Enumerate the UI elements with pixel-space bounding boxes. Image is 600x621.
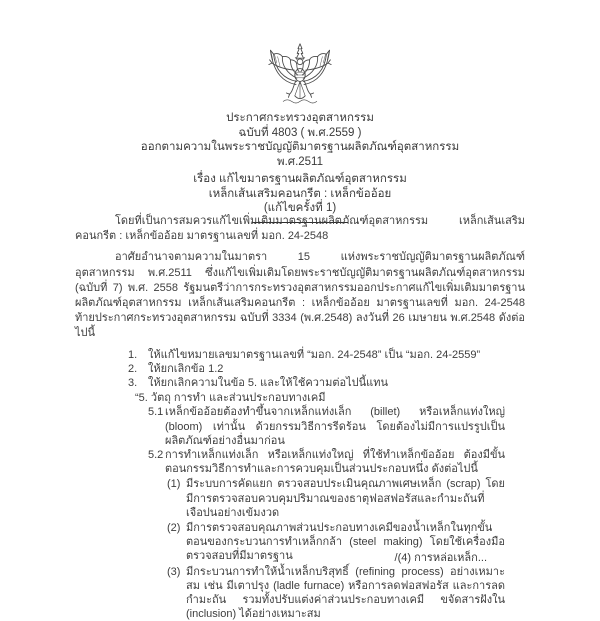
subitem-number: 5.1 — [148, 406, 164, 419]
list-item — [128, 376, 525, 390]
subject-line: เรื่อง แก้ไขมาตรฐานผลิตภัณฑ์อุตสาหกรรม — [193, 173, 407, 185]
list-item-text: ให้ยกเลิกข้อ 1.2 — [148, 362, 224, 375]
list-item — [128, 362, 525, 376]
process-item-number: (2) — [167, 522, 181, 535]
list-item-text: ให้ยกเลิกความในข้อ 5. และให้ใช้ความต่อไปนี้แทน — [148, 377, 388, 390]
preamble-paragraph: โดยที่เป็นการสมควรแก้ไขเพิ่มเติมมาตรฐานผลิตภัณฑ์อุตสาหกรรม เหล็กเส้นเสริมคอนกรีต : เหล็กข้ออ้อย มาตรฐานเลขที่ มอก. 24-2548 — [75, 215, 525, 243]
process-item-text: มีการตรวจสอบคุณภาพส่วนประกอบทางเคมีของน้ำเหล็กในทุกขั้นตอนของกระบวนการทำเหล็กกล้า (steel making) โดยใช้เครื่องมือตรวจสอบที่มีมาตรฐาน — [186, 522, 505, 563]
list-item-number: 2. — [128, 362, 138, 375]
document-header — [0, 111, 600, 223]
process-item-text: มีระบบการคัดแยก ตรวจสอบประเมินคุณภาพเศษเหล็ก (scrap) โดยมีการตรวจสอบควบคุมปริมาณของธาตุฟอสฟอรัสและกำมะถันที่เจือปนอย่างเข้มงวด — [186, 478, 505, 519]
list-item — [128, 348, 525, 362]
amendment-list — [128, 348, 525, 391]
subitem-number: 5.2 — [148, 449, 164, 462]
clause5-heading: “5. วัตถุ การทำ และส่วนประกอบทางเคมี — [135, 392, 326, 405]
subitem-text: เหล็กข้ออ้อยต้องทำขึ้นจากเหล็กแท่งเล็ก (billet) หรือเหล็กแท่งใหญ่ (bloom) เท่านั้น ด้วยกรรมวิธีการรีดร้อน โดยต้องไม่มีการแปรรูปเป็นผลิตภัณฑ์อย่างอื่นมาก่อน — [165, 406, 505, 447]
process-item-text: มีกระบวนการทำให้น้ำเหล็กบริสุทธิ์ (refining process) อย่างเหมาะสม เช่น มีเตาปรุง (ladle furnace) หรือการลดฟอสฟอรัส และการลดกำมะถัน รวมทั้งปรับแต่งค่าส่วนประกอบทางเคมี ขจัดสารฝังใน (inclusion) ได้อย่างเหมาะสม — [186, 565, 505, 621]
subitem-text: การทำเหล็กแท่งเล็ก หรือเหล็กแท่งใหญ่ ที่ใช้ทำเหล็กข้ออ้อย ต้องมีขั้นตอนกรรมวิธีการทำและการควบคุมเป็นส่วนประกอบหนึ่ง ดังต่อไปนี้ — [165, 449, 505, 476]
clause5-subitem — [148, 405, 505, 448]
process-item — [167, 477, 505, 520]
page-continuation-note: /(4) การหล่อเหล็ก... — [394, 552, 487, 564]
act-reference-line2: พ.ศ.2511 — [277, 155, 323, 168]
process-item — [167, 565, 505, 621]
ministry-announcement-title: ประกาศกระทรวงอุตสาหกรรม — [226, 112, 374, 124]
clause5-subitem — [148, 448, 505, 476]
standard-name-line: เหล็กเส้นเสริมคอนกรีต : เหล็กข้ออ้อย — [208, 187, 392, 200]
amendment-line: (แก้ไขครั้งที่ 1) — [263, 202, 337, 214]
act-reference-line1: ออกตามความในพระราชบัญญัติมาตรฐานผลิตภัณฑ์อุตสาหกรรม — [140, 141, 460, 153]
authority-paragraph: อาศัยอำนาจตามความในมาตรา 15 แห่งพระราชบัญญัติมาตรฐานผลิตภัณฑ์อุตสาหกรรม พ.ศ.2511 ซึ่งแก้ไขเพิ่มเติมโดยพระราชบัญญัติมาตรฐานผลิตภัณฑ์อุตสาหกรรม (ฉบับที่ 7) พ.ศ. 2558 รัฐมนตรีว่าการกระทรวงอุตสาหกรรมออกประกาศแก้ไขเพิ่มเติมมาตรฐานผลิตภัณฑ์อุตสาหกรรม เหล็กเส้นเสริมคอนกรีต : เหล็กข้ออ้อย มาตรฐานเลขที่ มอก. 24-2548 ท้ายประกาศกระทรวงอุตสาหกรรม ฉบับที่ 3334 (พ.ศ.2548) ลงวันที่ 26 เมษายน พ.ศ.2548 ดังต่อไปนี้ — [75, 251, 525, 340]
list-item-number: 1. — [128, 348, 138, 361]
announcement-number: ฉบับที่ 4803 ( พ.ศ.2559 ) — [238, 126, 362, 139]
garuda-emblem-icon — [260, 43, 340, 120]
process-item-number: (1) — [167, 478, 181, 491]
list-item-text: ให้แก้ไขหมายเลขมาตรฐานเลขที่ “มอก. 24-2548” เป็น “มอก. 24-2559” — [148, 348, 481, 361]
list-item-number: 3. — [128, 377, 138, 390]
process-item-number: (3) — [167, 565, 181, 578]
